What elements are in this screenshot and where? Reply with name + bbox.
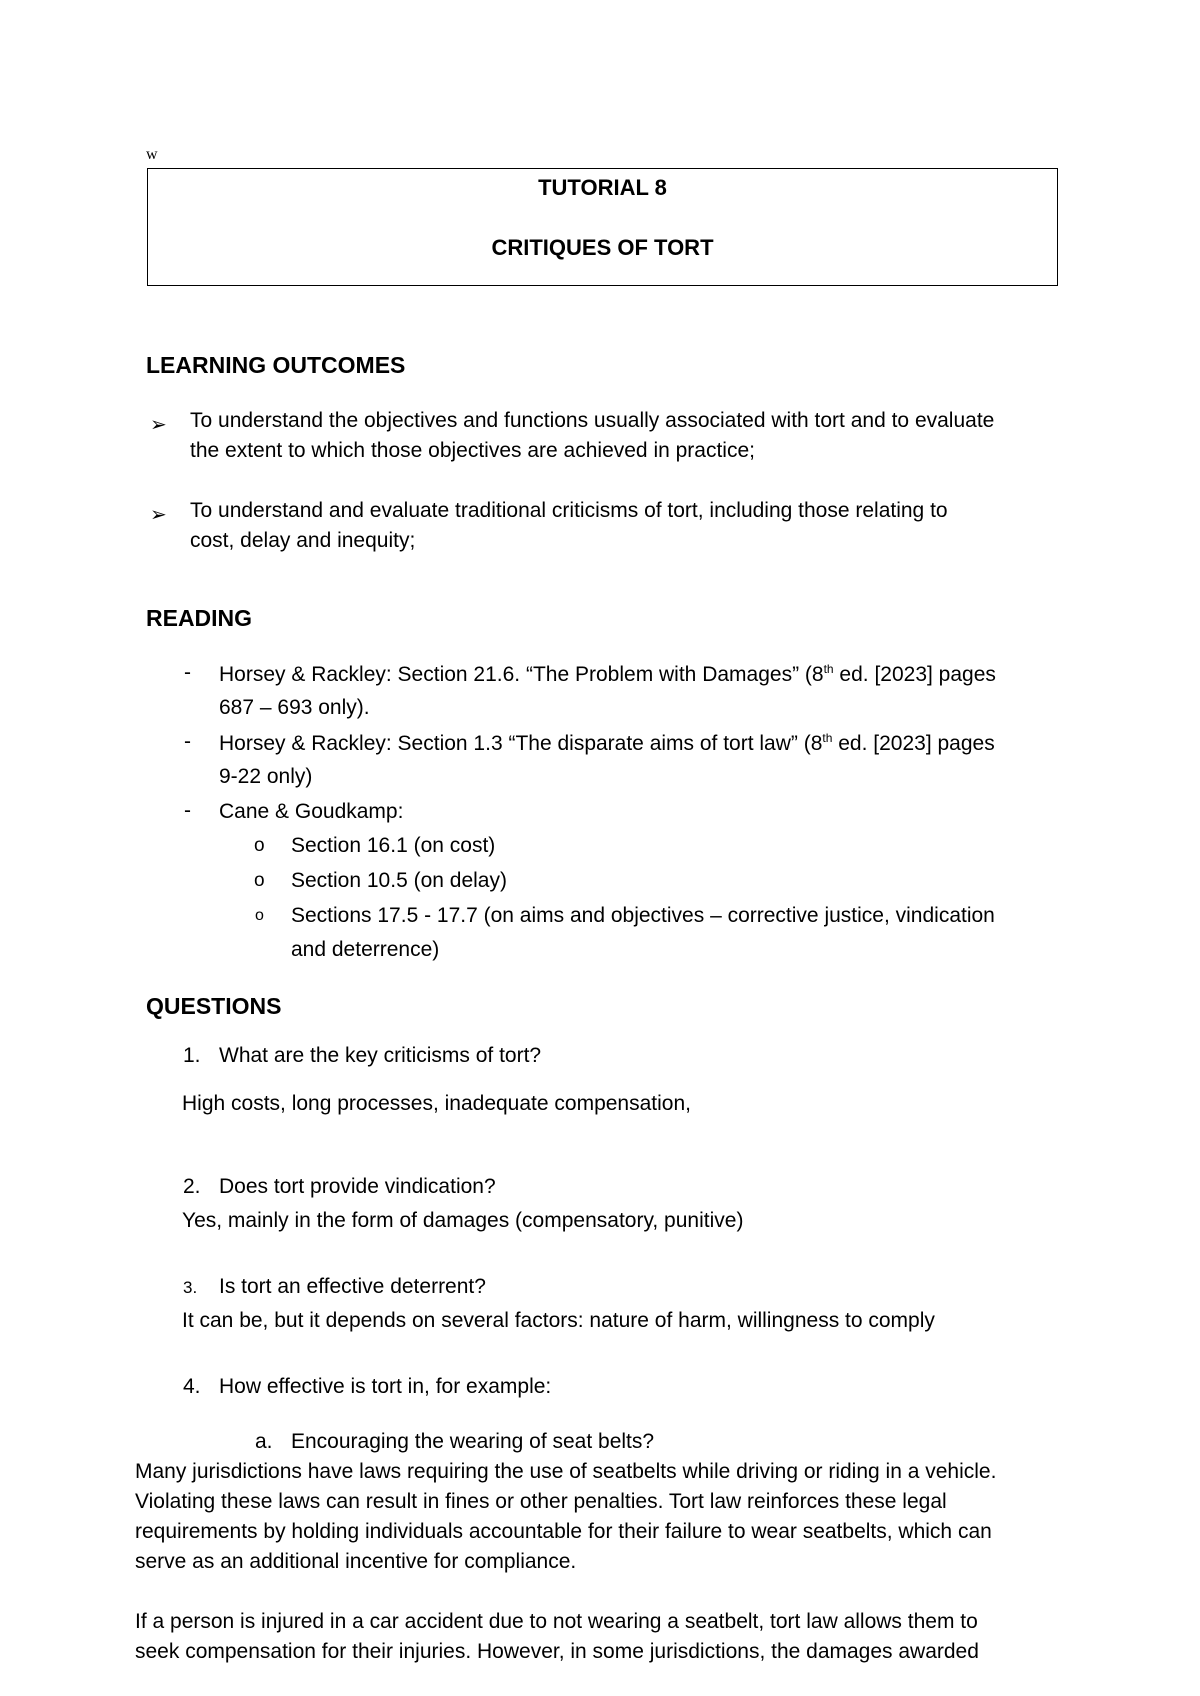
paragraph-1-line-1: Many jurisdictions have laws requiring the use of seatbelts while driving or riding in a vehicle.: [135, 1460, 997, 1483]
outcome-2-line-1: To understand and evaluate traditional criticisms of tort, including those relating to: [190, 499, 948, 522]
dash-bullet: -: [184, 730, 191, 753]
reading-item-2-line-1: Horsey & Rackley: Section 1.3 “The disparate aims of tort law” (8th ed. [2023] pages: [219, 731, 995, 755]
reading-heading: READING: [146, 605, 253, 631]
tutorial-number: TUTORIAL 8: [538, 175, 667, 200]
tutorial-title: CRITIQUES OF TORT: [491, 235, 714, 260]
reading-subitem-1: Section 16.1 (on cost): [291, 834, 496, 857]
paragraph-1-line-4: serve as an additional incentive for compliance.: [135, 1550, 577, 1573]
questions-heading: QUESTIONS: [146, 993, 282, 1019]
circle-bullet-icon: o: [254, 870, 265, 891]
title-box: [147, 168, 1058, 286]
question-1-text: What are the key criticisms of tort?: [219, 1044, 542, 1067]
paragraph-1-line-2: Violating these laws can result in fines or other penalties. Tort law reinforces these legal: [135, 1490, 947, 1513]
reading-subitem-3-line-2: and deterrence): [291, 938, 440, 961]
question-4-text: How effective is tort in, for example:: [219, 1375, 552, 1398]
question-4a-text: Encouraging the wearing of seat belts?: [291, 1430, 655, 1453]
circle-bullet-icon: o: [255, 907, 264, 924]
reading-item-2-line-2: 9-22 only): [219, 765, 313, 788]
arrow-bullet-icon: ➢: [150, 504, 167, 526]
question-3-text: Is tort an effective deterrent?: [219, 1275, 486, 1298]
question-2-text: Does tort provide vindication?: [219, 1175, 496, 1198]
question-3-number: 3.: [183, 1278, 198, 1297]
answer-1-text: High costs, long processes, inadequate compensation,: [182, 1092, 691, 1115]
outcome-1-line-1: To understand the objectives and functions usually associated with tort and to evaluate: [190, 409, 995, 432]
reading-subitem-3-line-1: Sections 17.5 - 17.7 (on aims and objectives – corrective justice, vindication: [291, 904, 995, 927]
question-1-number: 1.: [183, 1044, 201, 1067]
dash-bullet: -: [184, 661, 191, 684]
paragraph-2-line-1: If a person is injured in a car accident due to not wearing a seatbelt, tort law allows them to: [135, 1610, 978, 1633]
reading-subitem-2: Section 10.5 (on delay): [291, 869, 507, 892]
dash-bullet: -: [184, 799, 191, 822]
reading-item-1-line-1: Horsey & Rackley: Section 21.6. “The Problem with Damages” (8th ed. [2023] pages: [219, 662, 996, 686]
reading-item-1-line-2: 687 – 693 only).: [219, 696, 370, 719]
arrow-bullet-icon: ➢: [150, 414, 167, 436]
outcome-1-line-2: the extent to which those objectives are achieved in practice;: [190, 439, 755, 462]
reading-item-3: Cane & Goudkamp:: [219, 800, 404, 823]
question-2-number: 2.: [183, 1175, 201, 1198]
answer-2-text: Yes, mainly in the form of damages (compensatory, punitive): [182, 1209, 744, 1232]
outcome-2-line-2: cost, delay and inequity;: [190, 529, 416, 552]
answer-3-text: It can be, but it depends on several factors: nature of harm, willingness to comply: [182, 1309, 935, 1332]
question-4-number: 4.: [183, 1375, 201, 1398]
circle-bullet-icon: o: [254, 835, 265, 856]
stray-character: w: [146, 146, 158, 163]
question-4a-letter: a.: [255, 1430, 273, 1453]
paragraph-2-line-2: seek compensation for their injuries. However, in some jurisdictions, the damages awarded: [135, 1640, 979, 1663]
learning-outcomes-heading: LEARNING OUTCOMES: [146, 352, 406, 378]
paragraph-1-line-3: requirements by holding individuals accountable for their failure to wear seatbelts, which can: [135, 1520, 992, 1543]
